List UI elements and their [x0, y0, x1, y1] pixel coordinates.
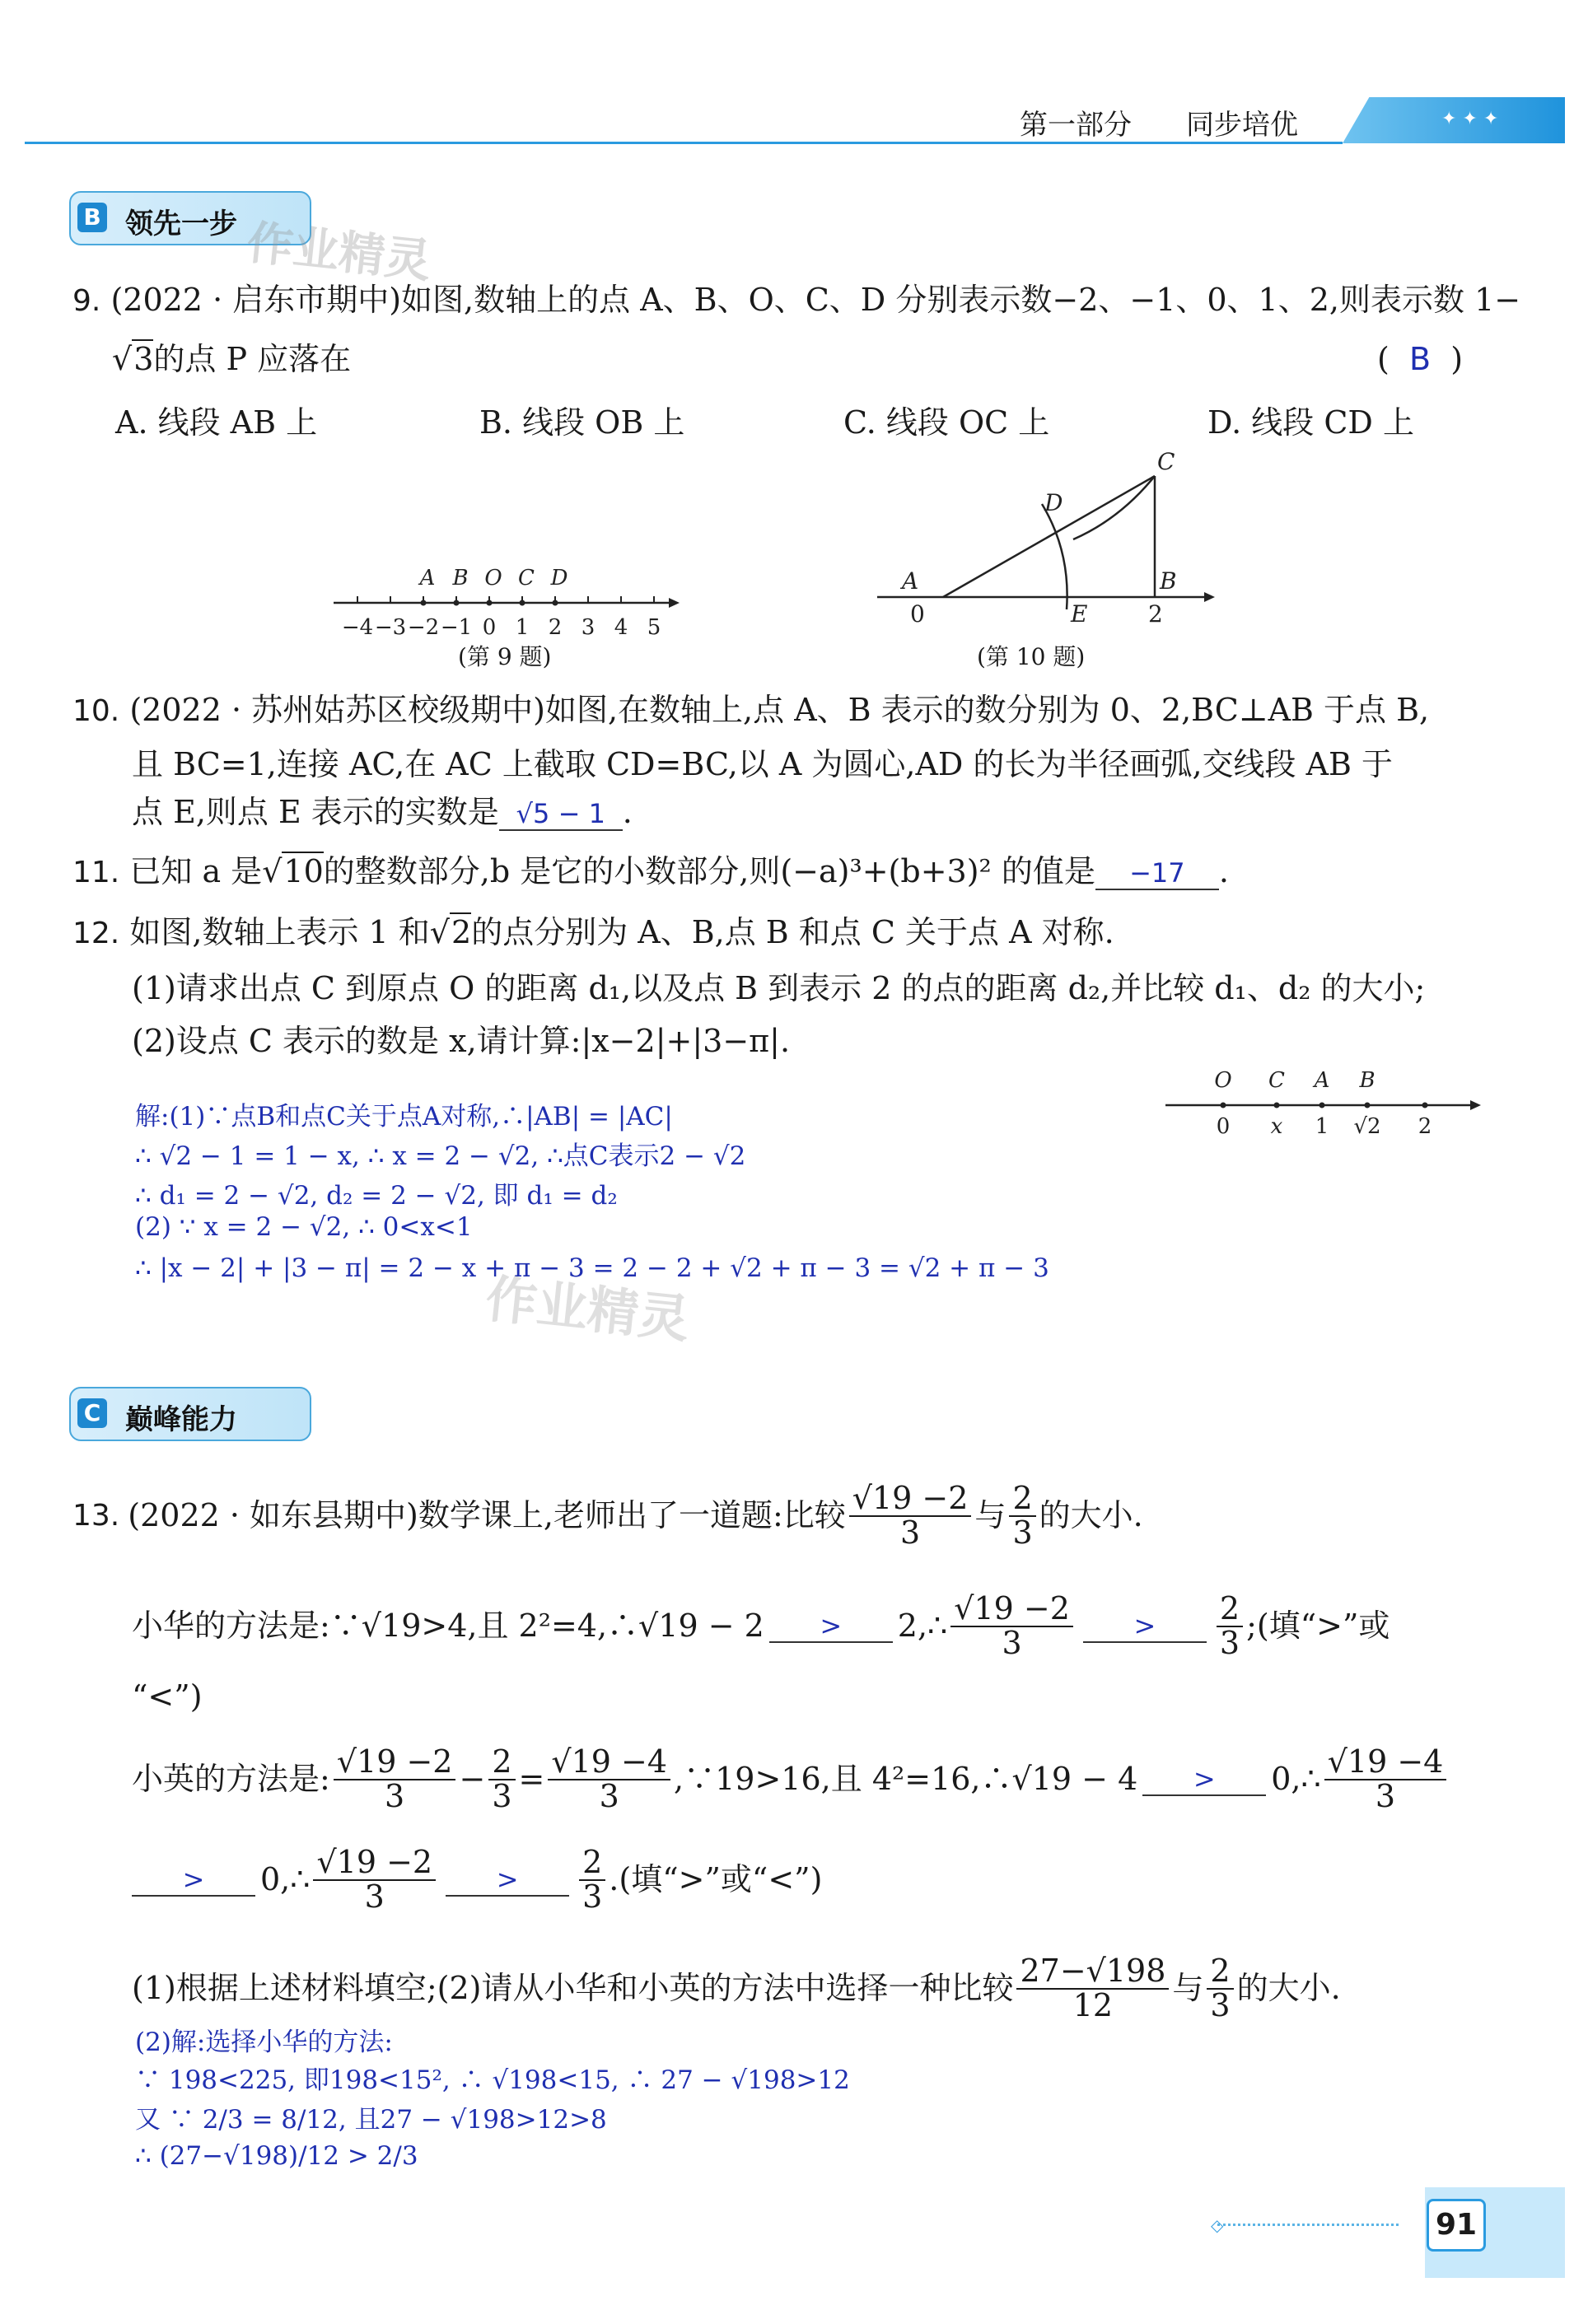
q13-intro-text: (2022 · 如东县期中)数学课上,老师出了一道题:比较 — [128, 1497, 846, 1534]
fig-label-zero: 0 — [910, 600, 925, 628]
tick-label: −1 — [440, 615, 473, 640]
q9-answer: B — [1408, 341, 1432, 377]
q12-solution-line: ∴ d₁ = 2 − √2, d₂ = 2 − √2, 即 d₁ = d₂ — [135, 1181, 618, 1211]
axis-bottom-label: 2 — [1418, 1114, 1432, 1139]
q13-ying-end: .(填“>”或“<”) — [609, 1861, 823, 1898]
tick-label: 1 — [515, 615, 530, 640]
axis-top-label: O — [1214, 1068, 1232, 1093]
q13-solution-line: (2)解:选择小华的方法: — [135, 2028, 393, 2057]
fig-label-a: A — [902, 567, 919, 595]
q11-text1: 已知 a 是 — [129, 853, 263, 889]
q11-line: 11. 已知 a 是√10的整数部分,b 是它的小数部分,则(−a)³+(b+3)² 的值是 −17 . — [72, 853, 1229, 889]
q10-number: 10. — [72, 694, 120, 728]
tick-label: 4 — [614, 615, 628, 640]
q12-sub1: (1)请求出点 C 到原点 O 的距离 d₁,以及点 B 到表示 2 的点的距离 d₂,并比较 d₁、d₂ 的大小; — [132, 970, 1426, 1006]
star-icon: ✦ ✦ ✦ — [1441, 109, 1499, 129]
q13-intro-fraction: $\frac{√19 -2}{3}$ — [849, 1482, 972, 1550]
q13-ying-text-d: 0,∴ — [260, 1861, 311, 1898]
q13-ying-text: 小英的方法是: — [132, 1761, 330, 1798]
q13-hua-fraction: $\frac{√19 -2}{3}$ — [950, 1593, 1073, 1660]
q9-line2: √3的点 P 应落在 — [112, 341, 352, 377]
q10-answer: √5 − 1 — [499, 798, 623, 831]
axis-bottom-label: x — [1270, 1114, 1283, 1139]
q9-text2: 的点 P 应落在 — [153, 341, 352, 377]
point-label: O — [484, 566, 502, 590]
q9-line1 — [72, 282, 1520, 320]
axis-top-label: C — [1268, 1068, 1285, 1093]
watermark: 作业精灵 — [244, 216, 434, 289]
q13-intro-mid: 与 — [974, 1497, 1007, 1534]
tick-label: 2 — [548, 615, 563, 640]
q10-line3 — [132, 794, 633, 832]
tick-label: 5 — [647, 615, 661, 640]
q13-ying-fraction-5: $\frac{√19 -2}{3}$ — [313, 1846, 436, 1914]
q13-hua-blank2: > — [1083, 1610, 1207, 1643]
q11-end: . — [1218, 853, 1229, 889]
q13-ying-fraction-4: $\frac{√19 -4}{3}$ — [1324, 1746, 1447, 1813]
q13-intro — [72, 1482, 1143, 1550]
fig-label-c: C — [1157, 448, 1175, 475]
axis-top-label: B — [1359, 1068, 1375, 1093]
q13-intro-fraction-2: $\frac{2}{3}$ — [1009, 1482, 1035, 1550]
q11-answer: −17 — [1095, 857, 1219, 890]
q13-ying-text-c: 0,∴ — [1271, 1761, 1321, 1798]
fig-label-d: D — [1044, 489, 1063, 516]
q13-question-mid: 与 — [1172, 1970, 1204, 2007]
q12-sqrt: 2 — [451, 914, 472, 950]
q13-question-end: 的大小. — [1236, 1970, 1341, 2007]
q13-intro-end: 的大小. — [1039, 1497, 1143, 1534]
q13-ying-fraction-6: $\frac{2}{3}$ — [579, 1846, 605, 1914]
q9-choice-d: D. 线段 CD 上 — [1207, 404, 1414, 441]
point-label: D — [550, 566, 568, 590]
footer-dotted-line — [1217, 2224, 1399, 2226]
header-rule — [25, 142, 1343, 144]
point-label: A — [419, 566, 436, 590]
q13-ying-fraction-1: $\frac{√19 -2}{3}$ — [334, 1746, 456, 1813]
tick-label: 3 — [581, 615, 596, 640]
header-bar — [25, 97, 1565, 145]
q10-line2: 且 BC=1,连接 AC,在 AC 上截取 CD=BC,以 A 为圆心,AD 的长为半径画弧,交线段 AB 于 — [132, 746, 1394, 782]
q13-hua-line2: “<”) — [132, 1678, 203, 1715]
q11-number: 11. — [72, 856, 120, 889]
section-c-title: 巅峰能力 — [125, 1403, 237, 1436]
q13-ying-line2 — [132, 1846, 822, 1914]
q10-end: . — [622, 794, 633, 830]
q12-solution-line: ∴ √2 − 1 = 1 − x, ∴ x = 2 − √2, ∴点C表示2 − √2 — [135, 1141, 746, 1171]
q9-choice-b: B. 线段 OB 上 — [479, 404, 685, 441]
q13-question — [132, 1955, 1341, 2023]
q13-question-fraction: $\frac{27-√198}{12}$ — [1016, 1955, 1169, 2023]
q10-figure — [873, 445, 1219, 634]
q13-solution-line: ∵ 198<225, 即198<15², ∴ √198<15, ∴ 27 − √198>12 — [135, 2065, 850, 2095]
q9-figure-caption: (第 9 题) — [458, 643, 552, 670]
fig-label-b: B — [1160, 567, 1177, 595]
q13-solution-line: ∴ (27−√198)/12 > 2/3 — [135, 2141, 418, 2171]
q13-ying-eq: = — [518, 1761, 545, 1798]
tick-label: −3 — [374, 615, 407, 640]
q13-ying-fraction-3: $\frac{√19 -4}{3}$ — [548, 1746, 670, 1813]
q12-number: 12. — [72, 917, 120, 950]
axis-bottom-label: √2 — [1353, 1114, 1381, 1139]
q12-number-line — [1161, 1062, 1491, 1145]
q13-hua-fraction-2: $\frac{2}{3}$ — [1217, 1593, 1243, 1660]
q13-hua-blank1: > — [769, 1610, 893, 1643]
q12-solution-line: 解:(1)∵点B和点C关于点A对称,∴|AB| = |AC| — [135, 1102, 673, 1132]
footer-diamond-icon: ◇ — [1211, 2215, 1224, 2235]
q12-text1b: 的点分别为 A、B,点 B 和点 C 关于点 A 对称. — [471, 914, 1114, 950]
q13-ying-blank1: > — [1142, 1763, 1266, 1796]
q9-number: 9. — [72, 284, 101, 318]
q9-choice-a: A. 线段 AB 上 — [115, 404, 318, 441]
tick-label: −4 — [341, 615, 374, 640]
page-number: 91 — [1427, 2199, 1486, 2252]
q9-answer-bracket: ( B ) — [1377, 341, 1464, 377]
q13-number: 13. — [72, 1499, 120, 1533]
section-b-title: 领先一步 — [125, 208, 237, 240]
point-label: B — [452, 566, 469, 590]
q10-line1 — [72, 692, 1429, 730]
axis-top-label: A — [1314, 1068, 1330, 1093]
fig-label-e: E — [1071, 600, 1088, 628]
q13-ying-line1 — [132, 1743, 1450, 1814]
tick-label: 0 — [482, 615, 497, 640]
section-b-letter: B — [77, 203, 107, 232]
q11-sqrt: 10 — [283, 853, 324, 889]
header-section: 同步培优 — [1186, 109, 1298, 142]
tick-label: −2 — [407, 615, 440, 640]
q13-hua-line — [132, 1590, 1390, 1661]
q12-solution-line: (2) ∵ x = 2 − √2, ∴ 0<x<1 — [135, 1212, 473, 1242]
axis-bottom-label: 1 — [1315, 1114, 1329, 1139]
q13-question-text: (1)根据上述材料填空;(2)请从小华和小英的方法中选择一种比较 — [132, 1970, 1014, 2007]
q12-solution-line: ∴ |x − 2| + |3 − π| = 2 − x + π − 3 = 2 − 2 + √2 + π − 3 = √2 + π − 3 — [135, 1253, 1049, 1283]
q11-text2: 的整数部分,b 是它的小数部分,则(−a)³+(b+3)² 的值是 — [323, 853, 1095, 889]
q9-choice-c: C. 线段 OC 上 — [843, 404, 1050, 441]
axis-bottom-label: 0 — [1216, 1114, 1231, 1139]
q13-hua-mid: 2,∴ — [897, 1608, 948, 1645]
q13-ying-blank2: > — [132, 1864, 255, 1897]
point-label: C — [518, 566, 535, 590]
q13-ying-fraction-2: $\frac{2}{3}$ — [488, 1746, 515, 1813]
q13-hua-text: 小华的方法是:∵√19>4,且 2²=4,∴√19 − 2 — [132, 1608, 764, 1645]
q12-text1a: 如图,数轴上表示 1 和 — [129, 914, 430, 950]
q12-sub2: (2)设点 C 表示的数是 x,请计算:|x−2|+|3−π|. — [132, 1023, 791, 1059]
watermark: 作业精灵 — [483, 1268, 693, 1350]
section-c-tag — [69, 1387, 311, 1441]
q13-question-fraction-2: $\frac{2}{3}$ — [1207, 1955, 1233, 2023]
q13-ying-text-b: ,∵19>16,且 4²=16,∴√19 − 4 — [674, 1761, 1138, 1798]
section-c-letter: C — [77, 1398, 107, 1428]
q9-text1: (2022 · 启东市期中)如图,数轴上的点 A、B、O、C、D 分别表示数−2、−1、0、1、2,则表示数 1− — [110, 282, 1521, 318]
q13-hua-end: ;(填“>”或 — [1246, 1608, 1390, 1645]
q13-ying-minus: − — [459, 1761, 486, 1798]
q9-sqrt: 3 — [133, 341, 154, 377]
q13-solution-line: 又 ∵ 2/3 = 8/12, 且27 − √198>12>8 — [135, 2105, 607, 2135]
q10-text1: (2022 · 苏州姑苏区校级期中)如图,在数轴上,点 A、B 表示的数分别为 0、2,BC⊥AB 于点 B, — [129, 692, 1430, 728]
header-part: 第一部分 — [1020, 109, 1132, 142]
q12-line1: 12. 如图,数轴上表示 1 和√2的点分别为 A、B,点 B 和点 C 关于点 A 对称. — [72, 914, 1114, 950]
q10-figure-caption: (第 10 题) — [977, 643, 1086, 670]
q13-ying-blank3: > — [446, 1864, 569, 1897]
fig-label-two: 2 — [1148, 600, 1163, 628]
q10-text3: 点 E,则点 E 表示的实数是 — [132, 794, 499, 830]
